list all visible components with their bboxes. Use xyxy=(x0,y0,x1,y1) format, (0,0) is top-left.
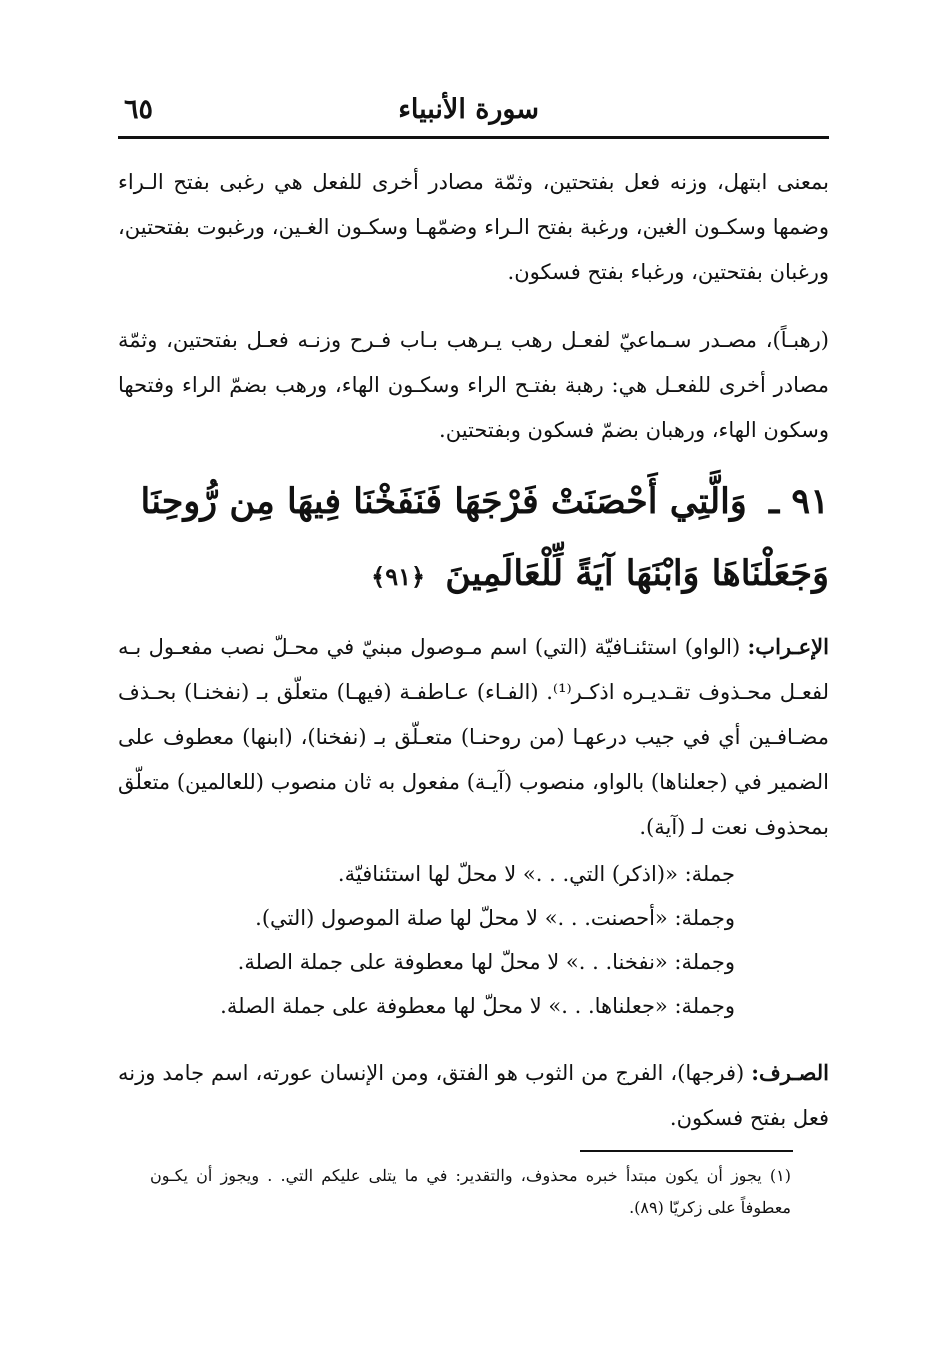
sarf-label: الصـرف: xyxy=(751,1060,829,1085)
quran-verse xyxy=(118,466,829,613)
footnote: (١) يجوز أن يكون مبتدأ خبره محذوف، والتقدير: في ما يتلى عليكم التي. . ويجوز أن يكـون معطوفاً على زكريّا (٨٩). xyxy=(150,1166,791,1217)
irab-label: الإعـراب: xyxy=(747,634,829,659)
sarf-text: (فرجها)، الفرج من الثوب هو الفتق، ومن الإنسان عورته، اسم جامد وزنه فعل بفتح فسكون. xyxy=(118,1061,829,1130)
verse-end-marker: ﴿٩١﴾ xyxy=(371,562,426,591)
paragraph-rahab: (رهبـاً)، مصـدر سـماعيّ لفعـل رهب يـرهب بـاب فـرح وزنـه فعـل بفتحتين، وثمّة مصادر أخرى للفعـل هي: رهبة بفتـح الراء وسكـون الهاء، ورهب بضمّ الراء وفتحها وسكون الهاء، ورهبان بضمّ فسكون وبفتحتين. xyxy=(118,328,829,442)
sarf-section xyxy=(118,1050,829,1141)
page-number: ٦٥ xyxy=(124,94,154,125)
verse-text: وَالَّتِي أَحْصَنَتْ فَرْجَهَا فَنَفَخْنَا فِيهَا مِن رُّوحِنَا وَجَعَلْنَاهَا وَابْنَهَا آيَةً لِّلْعَالَمِينَ xyxy=(140,481,829,594)
irab-section xyxy=(118,624,829,850)
sentences-list xyxy=(150,852,735,1028)
irab-text: (الواو) استئنـافيّة (التي) اسم مـوصول مبنيّ في محـلّ نصب مفعـول بـه لفعـل محـذوف تقـديـره اذكـر⁽¹⁾. (الفـاء) عـاطفـة (فيهـا) متعلّق بـ (نفخنـا) بحـذف مضـافـين أي في جيب درعهـا (من روحنـا) متعـلّق بـ (نفخنا)، (ابنها) معطوف على الضمير في (جعلناها) بالواو، منصوب (آيـة) مفعول به ثان منصوب (للعالمين) متعلّق بمحذوف نعت لـ (آية). xyxy=(118,635,829,839)
surah-title: سورة الأنبياء xyxy=(398,94,539,125)
sentence-item: وجملة: «أحصنت. . .» لا محلّ لها صلة الموصول (التي). xyxy=(255,906,735,930)
sentence-item: جملة: «(اذكر) التي. . .» لا محلّ لها استئنافيّة. xyxy=(337,862,735,886)
footnote-divider xyxy=(580,1150,793,1152)
paragraph-raghab: بمعنى ابتهل، وزنه فعل بفتحتين، وثمّة مصادر أخرى للفعل هي رغبى بفتح الـراء وضمها وسكـون الغين، ورغبة بفتح الـراء وضمّهـا وسكـون الغـين، ورغبوت بفتحتين، ورغبان بفتحتين، ورغباء بفتح فسكون. xyxy=(118,170,829,284)
sentence-item: وجملة: «جعلناها. . .» لا محلّ لها معطوفة على جملة الصلة. xyxy=(220,994,735,1018)
page-header xyxy=(118,88,829,139)
sentence-item: وجملة: «نفخنا. . .» لا محلّ لها معطوفة على جملة الصلة. xyxy=(237,950,735,974)
verse-number: ٩١ ـ xyxy=(768,481,829,522)
